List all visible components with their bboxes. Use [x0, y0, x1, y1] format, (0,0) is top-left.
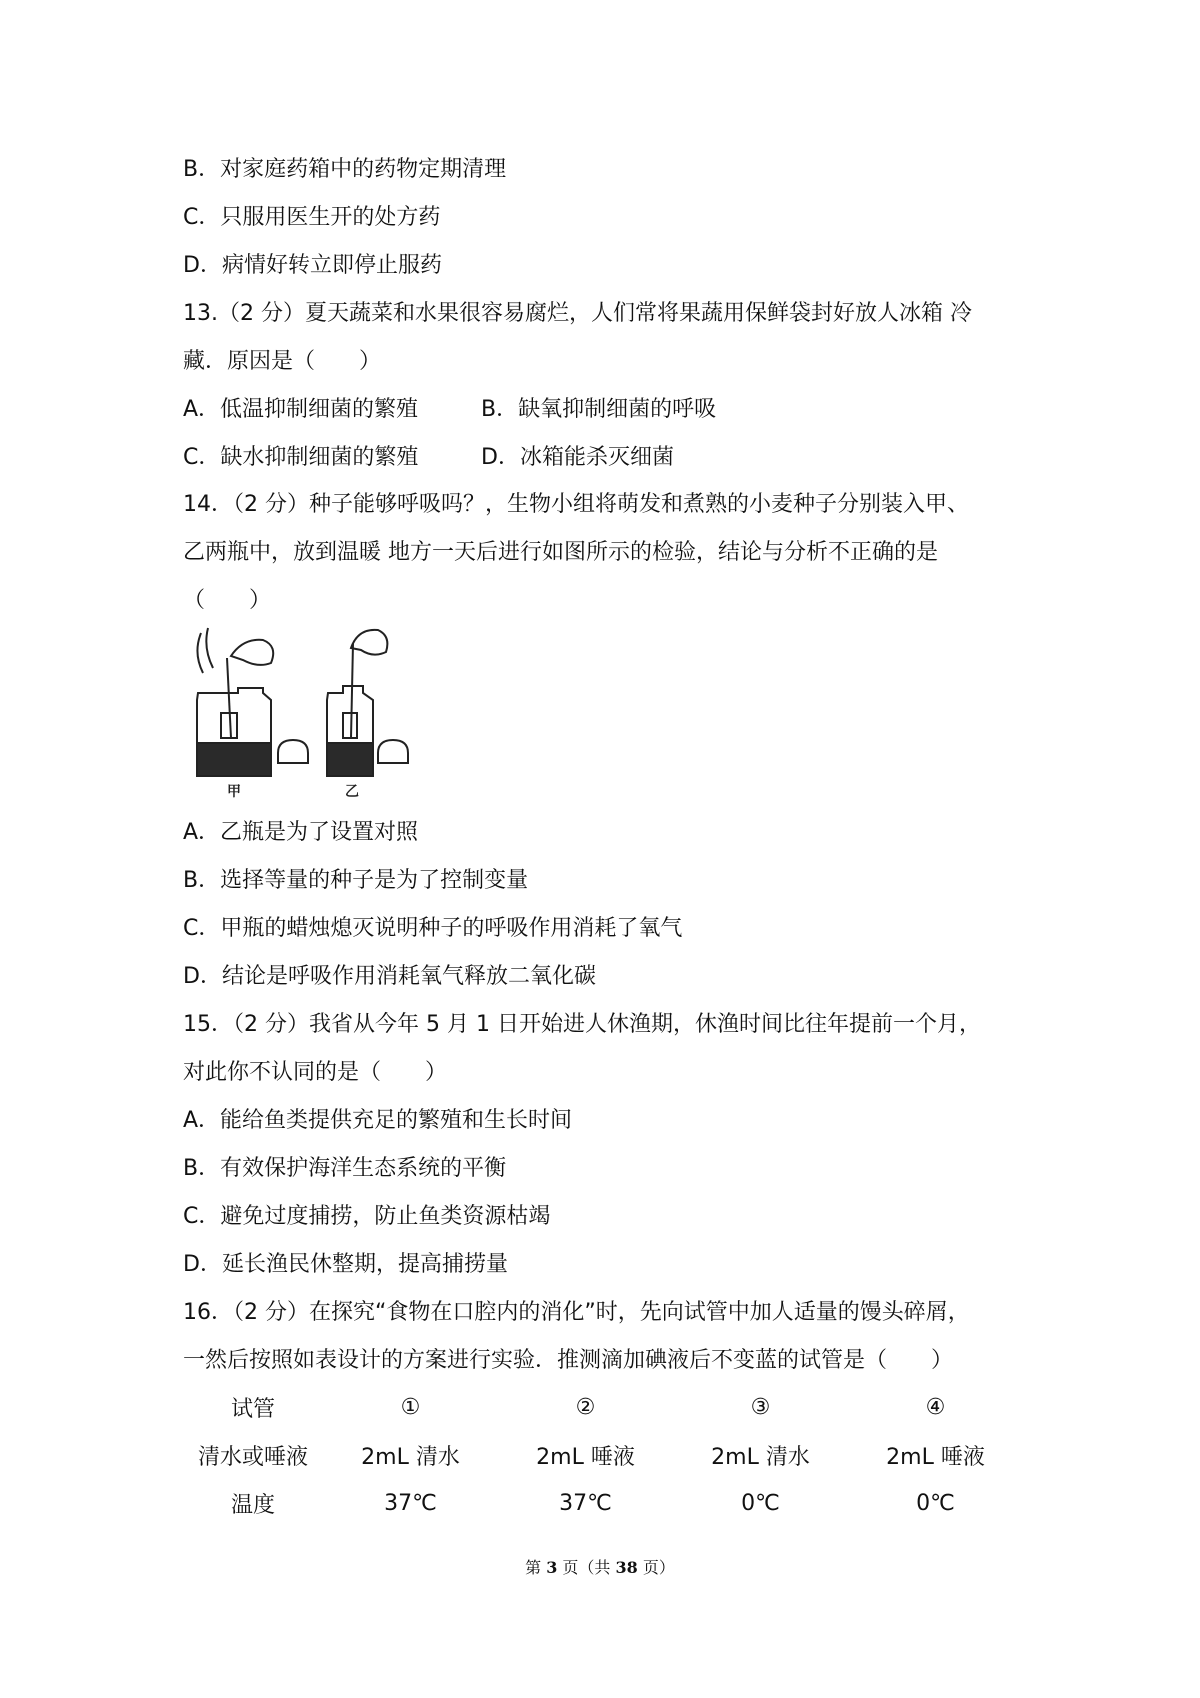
q12-option-b: B．对家庭药箱中的药物定期清理 [183, 157, 507, 182]
table-cell: 清水或唾液 [197, 1444, 308, 1470]
q14-stem-line2: 乙两瓶中，放到温暖 地方一天后进行如图所示的检验，结论与分析不正确的是 [183, 540, 938, 565]
table-cell: 2mL 清水 [711, 1444, 810, 1470]
footer-suffix: 页） [637, 1558, 675, 1577]
q15-option-c: C．避免过度捕捞，防止鱼类资源枯竭 [183, 1204, 551, 1229]
table-cell: 37℃ [384, 1490, 437, 1516]
q13-options-row1 [183, 395, 717, 425]
jar-jia [197, 628, 308, 776]
q12-option-d: D．病情好转立即停止服药 [183, 253, 442, 278]
table-cell: 2mL 唾液 [536, 1444, 635, 1470]
q12-option-c: C．只服用医生开的处方药 [183, 205, 441, 230]
q15-option-a: A．能给鱼类提供充足的繁殖和生长时间 [183, 1108, 573, 1133]
table-cell: 2mL 唾液 [886, 1444, 985, 1470]
table-cell: ④ [925, 1394, 946, 1420]
jars-illustration [183, 618, 443, 798]
table-cell: ① [400, 1394, 421, 1420]
q16-experiment-table [183, 1383, 1023, 1527]
q13-option-c: C．缺水抑制细菌的繁殖 [183, 445, 419, 470]
table-row [183, 1383, 1023, 1431]
table-row [183, 1431, 1023, 1479]
q13-option-b: B．缺氧抑制细菌的呼吸 [481, 397, 717, 422]
table-cell: 温度 [230, 1492, 275, 1518]
q13-options-row2 [183, 443, 674, 473]
table-cell: 0℃ [916, 1490, 955, 1516]
q13-stem-line2: 藏．原因是（ ） [183, 349, 382, 374]
table-cell: 37℃ [559, 1490, 612, 1516]
q14-option-c: C．甲瓶的蜡烛熄灭说明种子的呼吸作用消耗了氧气 [183, 916, 683, 941]
table-cell: 2mL 清水 [361, 1444, 460, 1470]
q13-option-a: A．低温抑制细菌的繁殖 [183, 397, 419, 422]
page-footer [0, 1555, 1200, 1578]
q14-option-d: D．结论是呼吸作用消耗氧气释放二氧化碳 [183, 964, 596, 989]
footer-middle: 页（共 [557, 1558, 616, 1577]
table-cell: 0℃ [741, 1490, 780, 1516]
q14-option-a: A．乙瓶是为了设置对照 [183, 820, 419, 845]
q15-stem-line2: 对此你不认同的是（ ） [183, 1060, 448, 1085]
q15-option-b: B．有效保护海洋生态系统的平衡 [183, 1156, 507, 1181]
table-cell: ③ [750, 1394, 771, 1420]
q16-stem-line1: 16．（2 分）在探究“食物在口腔内的消化”时，先向试管中加人适量的馒头碎屑， [183, 1300, 970, 1325]
figure-label-yi: 乙 [345, 784, 359, 798]
q14-stem-line1: 14．（2 分）种子能够呼吸吗？，生物小组将萌发和煮熟的小麦种子分别装入甲、 [183, 492, 969, 517]
figure-label-jia: 甲 [227, 784, 241, 798]
q15-stem-line1: 15．（2 分）我省从今年 5 月 1 日开始进人休渔期，休渔时间比往年提前一个月， [183, 1012, 981, 1037]
q14-option-b: B．选择等量的种子是为了控制变量 [183, 868, 529, 893]
table-cell: ② [575, 1394, 596, 1420]
q16-stem-line2: 一然后按照如表设计的方案进行实验．推测滴加碘液后不变蓝的试管是（ ） [183, 1348, 954, 1373]
q15-option-d: D．延长渔民休整期，提高捕捞量 [183, 1252, 508, 1277]
jar-yi [327, 630, 408, 776]
table-row [183, 1479, 1023, 1527]
footer-page-number: 3 [546, 1558, 558, 1577]
q14-stem-line3: （ ） [183, 588, 272, 613]
footer-total-pages: 38 [615, 1558, 638, 1577]
table-cell: 试管 [230, 1396, 275, 1422]
q14-experiment-figure [183, 618, 443, 798]
footer-prefix: 第 [525, 1558, 547, 1577]
q13-option-d: D．冰箱能杀灭细菌 [481, 445, 674, 470]
q13-stem-line1: 13.（2 分）夏天蔬菜和水果很容易腐烂，人们常将果蔬用保鲜袋封好放人冰箱 冷 [183, 301, 972, 326]
